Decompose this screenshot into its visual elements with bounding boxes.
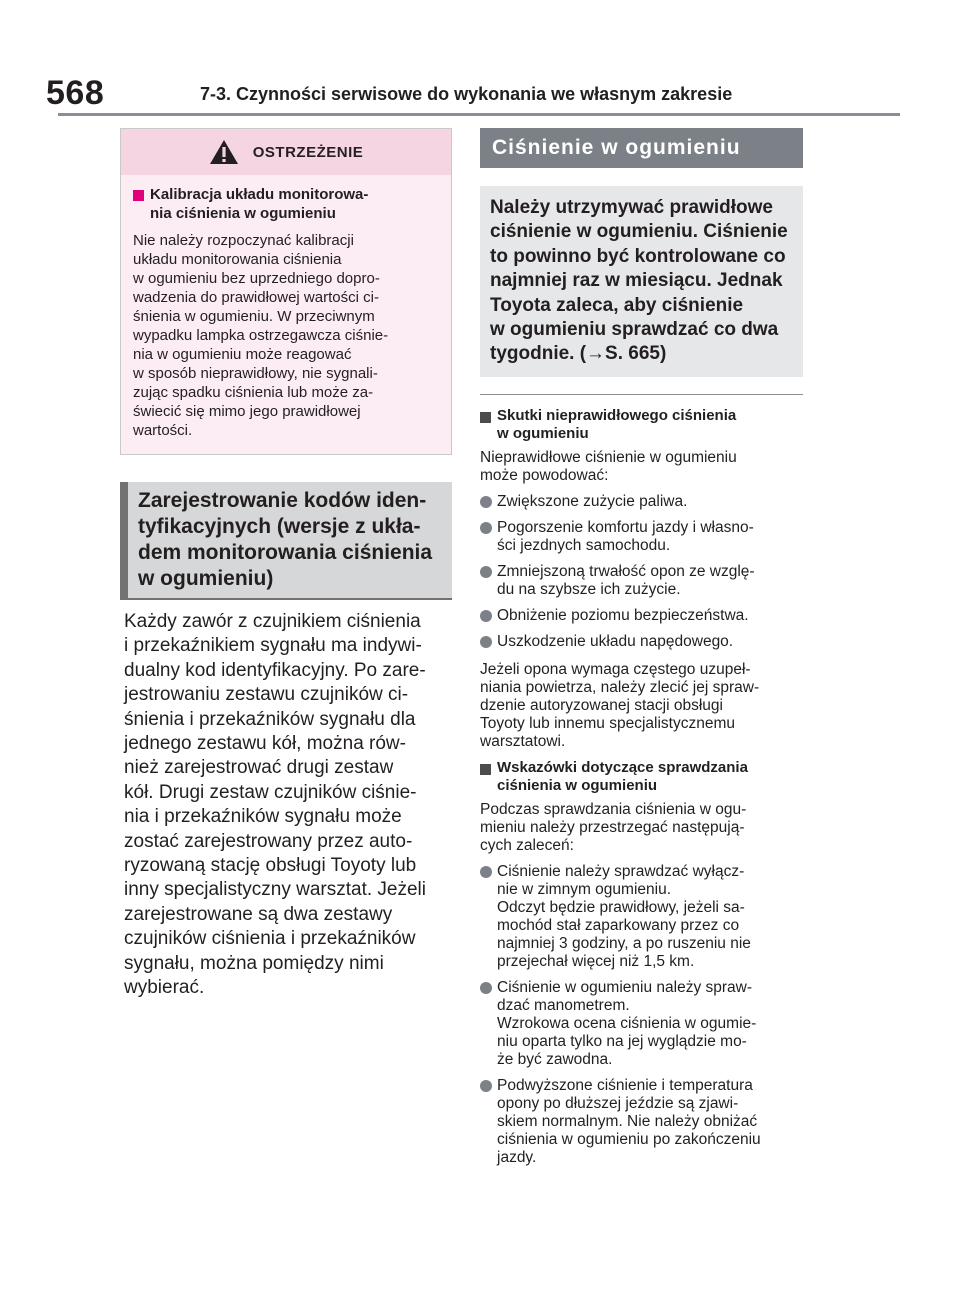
square-bullet-icon xyxy=(480,412,491,423)
section-paragraph: Każdy zawór z czujnikiem ciśnienia i przekaźnikiem sygnału ma indywi- dualny kod identyfikacyjny. Po zare- jestrowaniu zestawu czujników ci- śnienia i przekaźników sygnału dla jednego zestawu kół, można rów- nież zarejestrować drugi zestaw kół. Drugi zestaw czujników ciśnie- nia i przekaźników sygnału może zostać zarejestrowany przez auto- ryzowaną stację obsługi Toyoty lub inny specjalistyczny warsztat. Jeżeli zarejestrowane są dwa zestawy czujników ciśnienia i przekaźników sygnału, można pomiędzy nimi wybierać. xyxy=(124,611,426,999)
list-item xyxy=(480,493,803,511)
left-column xyxy=(120,128,452,1001)
list-item xyxy=(480,1077,803,1167)
list-item xyxy=(480,607,803,625)
warning-text: Nie należy rozpoczynać kalibracji układu monitorowania ciśnienia w ogumieniu bez uprzedniego dopro- wadzenia do prawidłowej wartości ci- śnienia w ogumieniu. W przeciwnym wypadku lampka ostrzegawcza ciśnie- nia w ogumieniu może reagować w sposób nieprawidłowy, nie sygnali- zując spadku ciśnienia lub może za- świecić się mimo jego prawidłowej wartości. xyxy=(133,232,389,439)
list-item-text: Podwyższone ciśnienie i temperatura opony po dłuższej jeździe są zjawi- skiem normalnym. Nie należy obniżać ciśnienia w ogumieniu po zakończeniu jazdy. xyxy=(497,1076,761,1166)
list-item-text: Ciśnienie należy sprawdzać wyłącz- nie w zimnym ogumieniu. Odczyt będzie prawidłowy, jeżeli sa- mochód stał zaparkowany przez co najmniej 3 godziny, a po ruszeniu nie przejechał więcej niż 1,5 km. xyxy=(497,862,751,970)
list-item xyxy=(480,979,803,1069)
effects-lead: Nieprawidłowe ciśnienie w ogumieniu może powodować: xyxy=(480,448,737,484)
round-bullet-icon xyxy=(480,982,492,994)
subheading-tips xyxy=(480,759,803,795)
subheading-effects xyxy=(480,407,803,443)
list-item-text: Ciśnienie w ogumieniu należy spraw- dzać manometrem. Wzrokowa ocena ciśnienia w ogumie- niu oparta tylko na jej wyglądzie mo- że być zawodna. xyxy=(497,978,757,1068)
page-number: 568 xyxy=(46,74,105,112)
round-bullet-icon xyxy=(480,636,492,648)
subheading-effects-text: Skutki nieprawidłowego ciśnienia w ogumieniu xyxy=(497,406,737,442)
warning-subheading-text: Kalibracja układu monitorowa- nia ciśnienia w ogumieniu xyxy=(150,186,369,222)
section-heading: Zarejestrowanie kodów iden- tyfikacyjnych (wersje z ukła- dem monitorowania ciśnienia w ogumieniu) xyxy=(120,482,452,600)
list-item xyxy=(480,863,803,971)
round-bullet-icon xyxy=(480,496,492,508)
right-column xyxy=(480,128,803,1167)
warning-subheading xyxy=(133,185,439,223)
round-bullet-icon xyxy=(480,1080,492,1092)
list-item xyxy=(480,519,803,555)
round-bullet-icon xyxy=(480,566,492,578)
list-item-text: Zwiększone zużycie paliwa. xyxy=(497,492,688,510)
header-divider xyxy=(58,113,900,116)
section-divider xyxy=(480,394,803,395)
warning-title: OSTRZEŻENIE xyxy=(252,143,364,161)
list-item xyxy=(480,633,803,651)
round-bullet-icon xyxy=(480,866,492,878)
round-bullet-icon xyxy=(480,522,492,534)
warning-triangle-icon xyxy=(209,138,239,166)
effects-closing: Jeżeli opona wymaga częstego uzupeł- niania powietrza, należy zlecić jej spraw- dzenie autoryzowanej stacji obsługi Toyoty lub innemu specjalistycznemu warsztatowi. xyxy=(480,660,760,750)
list-item-text: Zmniejszoną trwałość opon ze wzglę- du na szybsze ich zużycie. xyxy=(497,562,755,598)
list-item-text: Obniżenie poziomu bezpieczeństwa. xyxy=(497,606,749,624)
list-item-text: Pogorszenie komfortu jazdy i własno- ści jezdnych samochodu. xyxy=(497,518,754,554)
intro-box: Należy utrzymywać prawidłowe ciśnienie w ogumieniu. Ciśnienie to powinno być kontrolowane co najmniej raz w miesiącu. Jednak Toyota zaleca, aby ciśnienie w ogumieniu sprawdzać co dwa tygodnie. (→S. 665) xyxy=(480,186,803,377)
list-item-text: Uszkodzenie układu napędowego. xyxy=(497,632,734,650)
section-banner: Ciśnienie w ogumieniu xyxy=(480,128,803,168)
chapter-title: 7-3. Czynności serwisowe do wykonania we własnym zakresie xyxy=(200,84,733,104)
warning-body xyxy=(121,175,451,454)
subheading-tips-text: Wskazówki dotyczące sprawdzania ciśnienia w ogumieniu xyxy=(497,758,748,794)
list-item xyxy=(480,563,803,599)
round-bullet-icon xyxy=(480,610,492,622)
warning-header xyxy=(121,129,451,175)
warning-box xyxy=(120,128,452,455)
square-bullet-icon xyxy=(480,764,491,775)
tips-lead: Podczas sprawdzania ciśnienia w ogu- mieniu należy przestrzegać następują- cych zaleceń: xyxy=(480,800,747,854)
square-bullet-icon xyxy=(133,190,144,201)
